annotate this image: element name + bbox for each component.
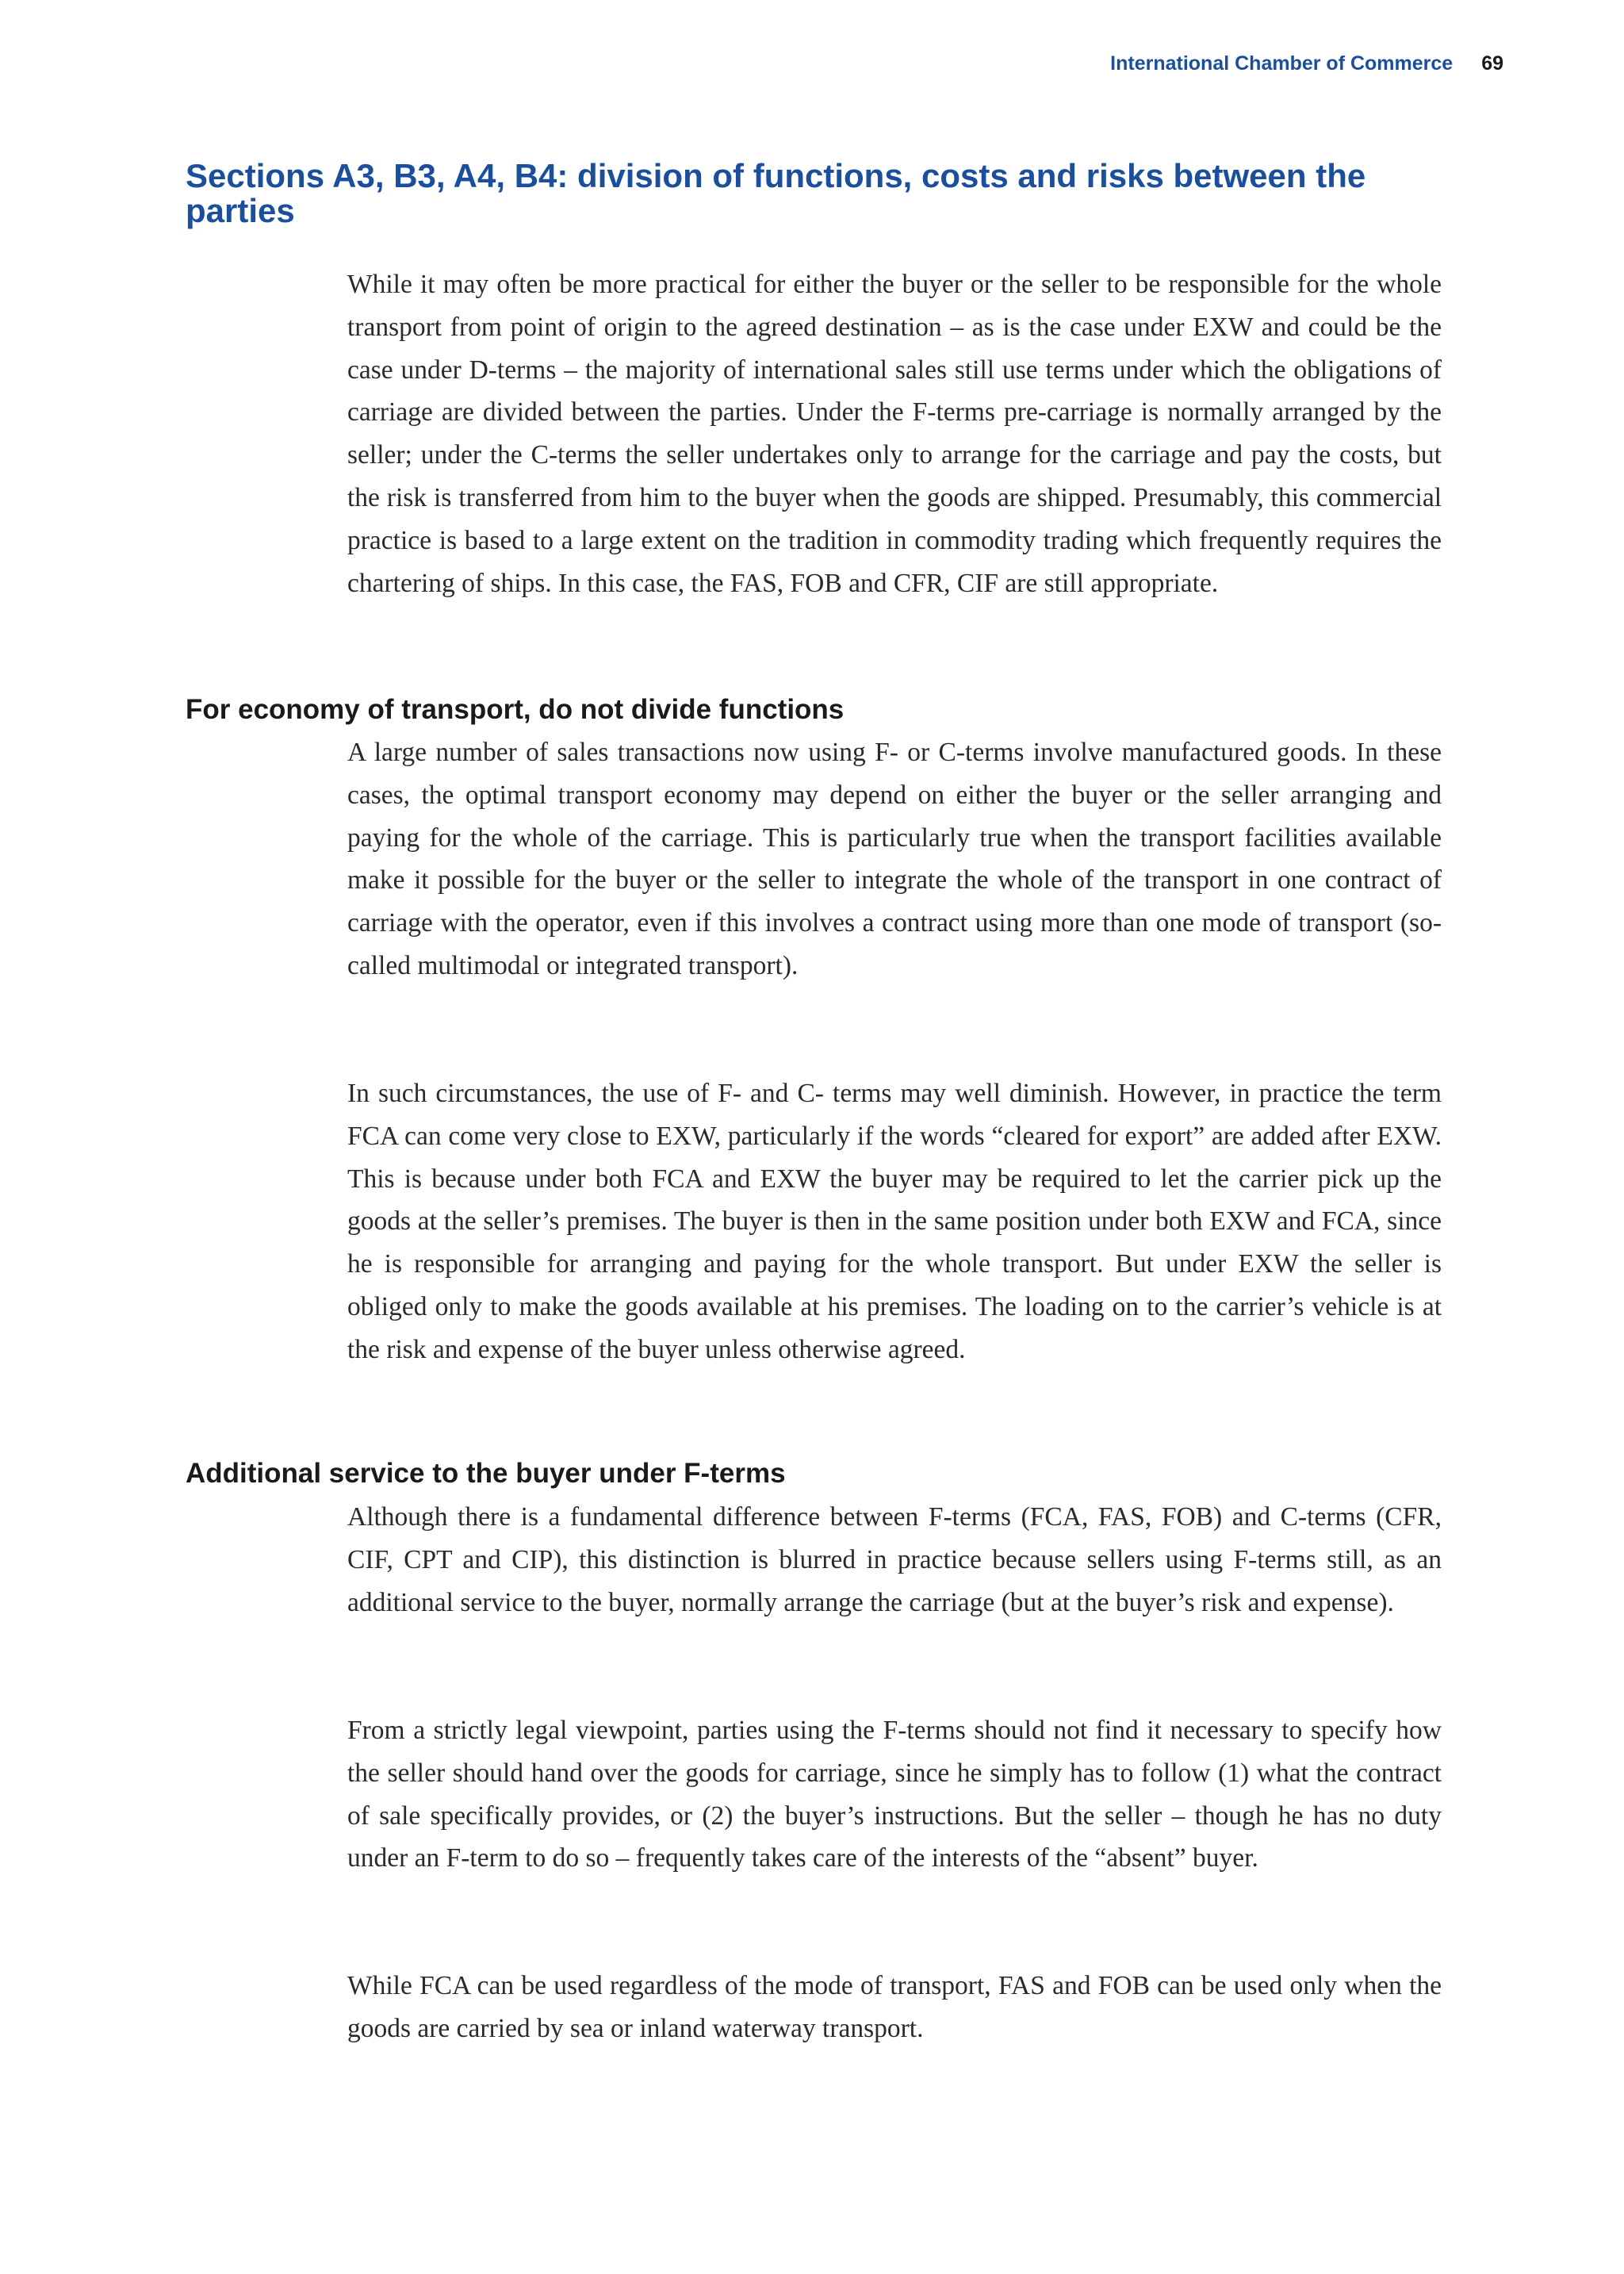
additional-paragraph-2: From a strictly legal viewpoint, parties using the F-terms should not find it necessary to specify how the seller should hand over the goods for carriage, since he simply has to follow (1) what the contract of sale specifically provides, or (2) the buyer’s instructions. But the seller – though he has no duty under an F-term to do so – frequently takes care of the interests of the “absent” buyer. [347,1716,1442,1873]
additional-paragraph-3: While FCA can be used regardless of the mode of transport, FAS and FOB can be used only when the goods are carried by sea or inland waterway transport. [347,1971,1442,2043]
running-header [1110,52,1503,75]
economy-heading: For economy of transport, do not divide functions [186,694,845,725]
section-title: Sections A3, B3, A4, B4: division of functions, costs and risks between the parties [186,157,1366,229]
header-organization: International Chamber of Commerce [1110,52,1454,75]
additional-heading: Additional service to the buyer under F-terms [186,1458,786,1489]
additional-paragraph-1: Although there is a fundamental difference between F-terms (FCA, FAS, FOB) and C-terms (CFR, CIF, CPT and CIP), this distinction is blurred in practice because sellers using F-terms still, as an additional service to the buyer, normally arrange the carriage (but at the buyer’s risk and expense). [347,1502,1442,1617]
economy-paragraph-1: A large number of sales transactions now using F- or C-terms involve manufactured goods. In these cases, the optimal transport economy may depend on either the buyer or the seller arranging and paying for the whole of the carriage. This is particularly true when the transport facilities available make it possible for the buyer or the seller to integrate the whole of the transport in one contract of carriage with the operator, even if this involves a contract using more than one mode of transport (so-called multimodal or integrated transport). [347,738,1442,980]
page-number: 69 [1481,52,1503,75]
economy-paragraph-2: In such circumstances, the use of F- and C- terms may well diminish. However, in practice the term FCA can come very close to EXW, particularly if the words “cleared for export” are added after EXW. This is because under both FCA and EXW the buyer may be required to let the carrier pick up the goods at the seller’s premises. The buyer is then in the same position under both EXW and FCA, since he is responsible for arranging and paying for the whole transport. But under EXW the seller is obliged only to make the goods available at his premises. The loading on to the carrier’s vehicle is at the risk and expense of the buyer unless otherwise agreed. [347,1079,1442,1364]
intro-paragraph: While it may often be more practical for either the buyer or the seller to be responsible for the whole transport from point of origin to the agreed destination – as is the case under EXW and could be the case under D-terms – the majority of international sales still use terms under which the obligations of carriage are divided between the parties. Under the F-terms pre-carriage is normally arranged by the seller; under the C-terms the seller undertakes only to arrange for the carriage and pay the costs, but the risk is transferred from him to the buyer when the goods are shipped. Presumably, this commercial practice is based to a large extent on the tradition in commodity trading which frequently requires the chartering of ships. In this case, the FAS, FOB and CFR, CIF are still appropriate. [347,270,1442,598]
